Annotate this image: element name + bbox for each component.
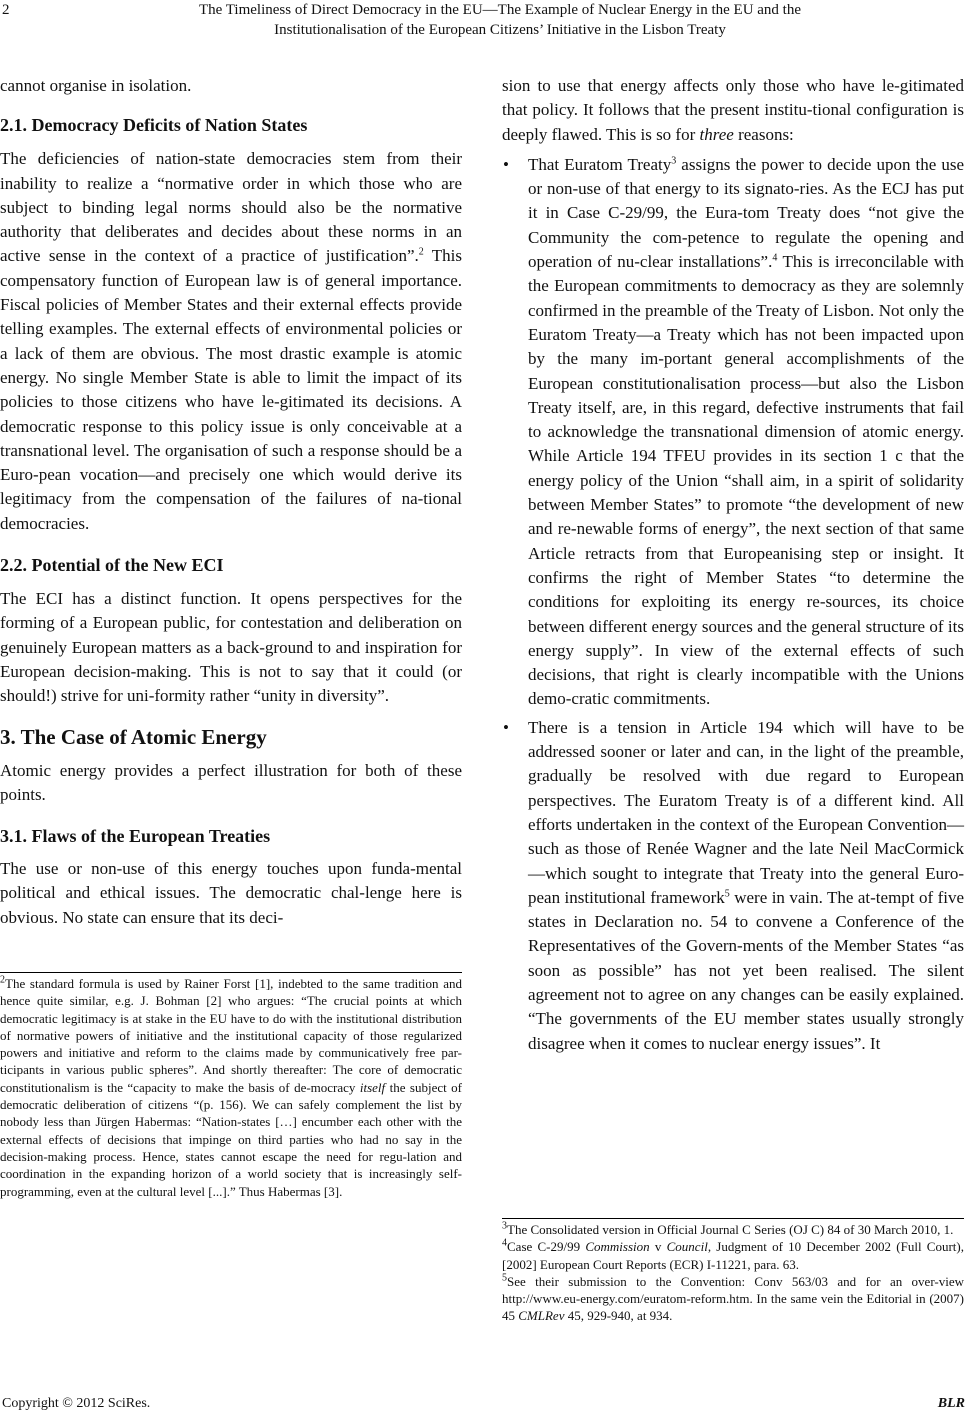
list-item: • There is a tension in Article 194 which will have to be addressed sooner or later and can, in the light of the preamble, gradually be resolved with due regard to European perspectives. The Euratom Treaty is of a different kind. All efforts undertaken in the context of the European Convention—such as those of Renée Wagner and the late Neil MacCormick—which sought to integrate that Treaty into the general Euro-pean institutional framework$^5$ were in vain. The at-tempt of five states in Declaration no. 54 to convene a Conference of the Representatives of the Govern-ments of the Member States “as soon as possible” has not yet been realised. The silent agreement not to agree on any changes can be easily explained. “The governments of the EU member states usually strongly disagree when it comes to nuclear energy issues”. It xyxy=(503,717,964,1053)
footnote-ref-2: 2 xyxy=(418,246,424,258)
section-heading-2-1: 2.1. Democracy Deficits of Nation States xyxy=(0,115,308,136)
running-title-line-1: The Timeliness of Direct Democracy in the EU—The Example of Nuclear Energy in the EU and the xyxy=(198,2,802,18)
left-column xyxy=(0,74,462,930)
footnote-4: $^4$Case C-29/99 Commission v Council, Judgment of 10 December 2002 (Full Court), [2002] European Court Reports (ECR) I-11221, para. 63. xyxy=(502,1237,964,1272)
footnote-ref-3: 3 xyxy=(671,155,677,167)
footnote-ref-5: 5 xyxy=(724,888,730,900)
bullet-icon: • xyxy=(503,154,509,174)
reasons-list xyxy=(502,153,964,1056)
paragraph: The ECI has a distinct function. It opens perspectives for the forming of a European public, for contestation and deliberation on genuinely European matters as a back-ground to and inspiration for European decision-making. This is not to say that it could (or should!) strive for uni-formity rather “unity in diversity”. xyxy=(0,589,462,706)
page-number: 2 xyxy=(2,2,10,18)
copyright-footer: Copyright © 2012 SciRes. xyxy=(2,1396,151,1411)
journal-abbreviation: BLR xyxy=(937,1396,965,1411)
running-header xyxy=(60,0,940,40)
footnote-rule xyxy=(0,972,462,973)
section-heading-3-1: 3.1. Flaws of the European Treaties xyxy=(0,826,271,847)
right-column xyxy=(502,74,964,1056)
list-item: • That Euratom Treaty$^3$ assigns the power to decide upon the use or non-use of that energy to its signato-ries. As the ECJ has put it in Case C-29/99, the Eura-tom Treaty does “not give the Community the com-petence to regulate the opening and operation of nu-clear installations”.$^4$ This is irreconcilable with the European commitments to democracy as they are solemnly confirmed in the preamble of the Treaty of Lisbon. Not only the Euratom Treaty—a Treaty which has not been impacted upon by the many im-portant general accomplishments of the European constitutionalisation process—but also the Lisbon Treaty itself, are, in this regard, defective instruments that fail to acknowledge the transnational dimension of atomic energy. While Article 194 TFEU provides in its section 1 c that the energy policy of the Union “shall aim, in a spirit of solidarity between Member States” to promote “the development of new and re-newable forms of energy”, the next section of that same Article retracts from that Europeanising step or insight. It confirms the right of Member States “to determine the conditions for exploiting its energy re-sources, its choice between different energy sources and the general structure of its energy supply”. In view of the external effects of such decisions, that right is clearly incompatible with the Unions demo-cratic commitments. xyxy=(503,154,965,709)
footnote-rule xyxy=(502,1218,964,1219)
paragraph: The deficiencies of nation-state democracies stem from their inability to realize a “normative order in which those who are subject to binding legal norms should also be the normative authority that deliberates and decides about these norms in an active sense in the context of a practice of justification”.$^2$ This compensatory function of European law is of general importance. Fiscal policies of Member States and their external effects provide telling examples. The external effects of environmental policies or a lack of them are obvious. The most drastic example is atomic energy. No single Member State is able to limit the impact of its policies to those citizens who have le-gitimated its decisions. A democratic response to this policy issue is only conceivable at a transnational level. The organisation of such a response should be a Euro-pean vocation—and precisely one which would derive its legitimacy from the compensation of the failures of na-tional democracies. xyxy=(0,149,462,533)
paragraph: The use or non-use of this energy touches upon funda-mental political and ethical issues. The democratic chal-lenge here is obvious. No state can ensure that its deci- xyxy=(0,859,462,927)
footnotes-left xyxy=(0,972,462,1200)
running-title-line-2: Institutionalisation of the European Citizens’ Initiative in the Lisbon Treaty xyxy=(274,22,726,38)
paragraph: sion to use that energy affects only those who have le-gitimated that policy. It follows that the present institu-tional configuration is deeply flawed. This is so for three reasons: xyxy=(502,76,964,144)
section-heading-3: 3. The Case of Atomic Energy xyxy=(0,724,267,749)
paragraph: cannot organise in isolation. xyxy=(0,76,192,95)
bullet-icon: • xyxy=(503,717,509,737)
footnote-5: $^5$See their submission to the Convention: Conv 563/03 and for an over-view http://www.eu-energy.com/euratom-reform.htm. In the same vein the Editorial in (2007) 45 CMLRev 45, 929-940, at 934. xyxy=(502,1272,964,1324)
paragraph: Atomic energy provides a perfect illustration for both of these points. xyxy=(0,760,462,804)
footnotes-right xyxy=(502,1218,964,1325)
footnote-ref-4: 4 xyxy=(772,252,778,264)
section-heading-2-2: 2.2. Potential of the New ECI xyxy=(0,555,224,576)
footnote-3: $^3$The Consolidated version in Official Journal C Series (OJ C) 84 of 30 March 2010, 1. xyxy=(502,1220,954,1237)
footnote-2: $^2$The standard formula is used by Rainer Forst [1], indebted to the same tradition and hence quite similar, e.g. J. Bohman [2] who argues: “The crucial points at which democratic legitimacy is at stake in the EU have to do with the institutional distribution of normative powers of initiative and the institutional capacity of those regularized powers and initiative and reform to the claims made by communicatively free par-ticipants in various public spheres”. And shortly thereafter: The core of democratic constitutionalism is the “capacity to make the basis of de-mocracy itself the subject of democratic deliberation of citizens “(p. 156). We can safely complement the list by nobody less than Jürgen Habermas: “Nation-states […] encumber each other with the external effects of decisions that impinge on third parties who had no say in the decision-making process. Hence, states cannot escape the need for regu-lation and coordination in the expanding horizon of a world society that is increasingly self-programming, even at the cultural level [...].” Thus Habermas [3]. xyxy=(0,974,462,1199)
